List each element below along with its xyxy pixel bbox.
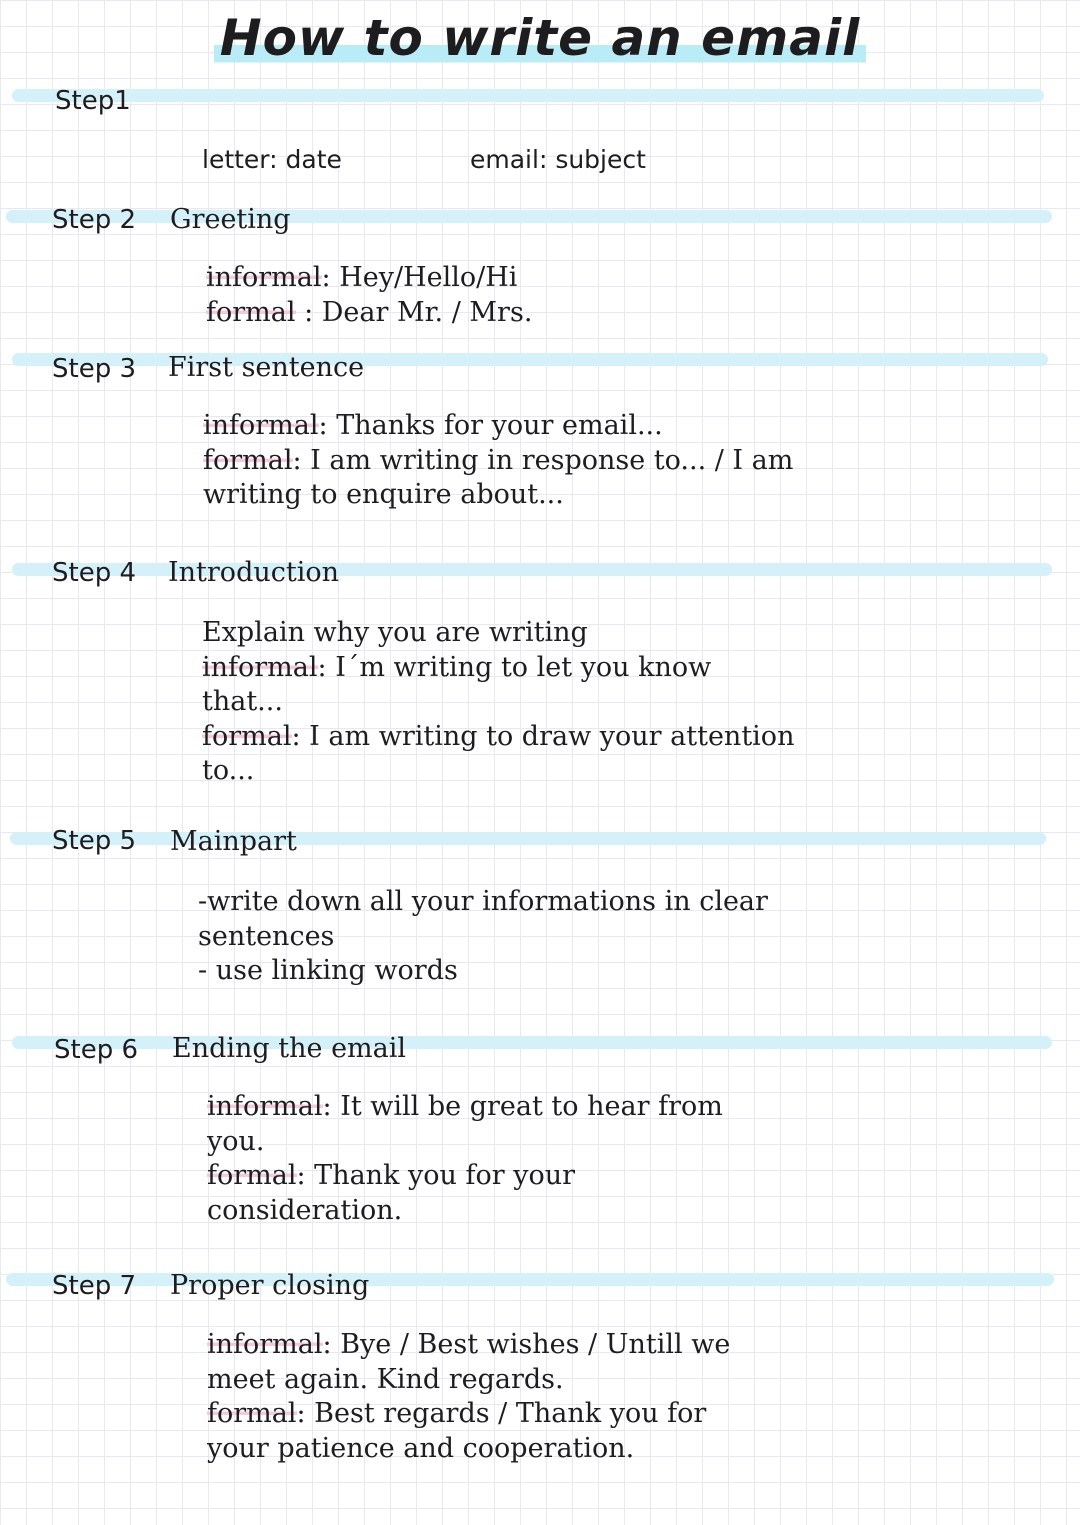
step4-formal-line [202, 720, 794, 755]
step5-highlight [10, 832, 1046, 845]
step5-line1: -write down all your informations in clear [198, 886, 768, 917]
step3-formal-text: : I am writing in response to... / I am [292, 444, 794, 476]
step6-body [207, 1090, 723, 1228]
step7-label: Step 7 [52, 1271, 137, 1301]
informal-label: informal [206, 262, 322, 293]
step4-label: Step 4 [52, 558, 137, 588]
step7-heading: Proper closing [170, 1270, 370, 1301]
formal-label: formal [207, 1160, 297, 1191]
step3-label: Step 3 [52, 354, 137, 384]
formal-label: formal [206, 296, 296, 328]
informal-label: informal [207, 1091, 323, 1122]
step4-informal-line2: that... [202, 686, 283, 717]
step3-informal-text: : Thanks for your email... [318, 410, 663, 441]
informal-label: informal [202, 651, 318, 683]
step3-formal-line [203, 444, 793, 479]
step2-highlight [6, 210, 1052, 223]
step5-line3: - use linking words [198, 955, 458, 986]
step6-informal-line [207, 1090, 723, 1125]
step6-informal-text: : It will be great to hear from [322, 1091, 723, 1122]
step2-heading: Greeting [170, 204, 291, 235]
step6-informal-line2: you. [207, 1125, 265, 1157]
informal-label: informal [203, 410, 319, 441]
formal-label: formal [207, 1398, 297, 1429]
step4-formal-line2: to... [202, 755, 255, 786]
step6-formal-line [207, 1159, 723, 1194]
step4-formal-text: : I am writing to draw your attention [291, 720, 795, 752]
step1-highlight [12, 89, 1044, 102]
formal-label: formal [202, 720, 292, 752]
step3-body [203, 409, 793, 513]
step4-body [202, 616, 794, 789]
step7-formal-text: : Best regards / Thank you for [296, 1398, 707, 1429]
step7-formal-line [207, 1397, 730, 1432]
step6-highlight [12, 1036, 1052, 1049]
step2-informal-line [206, 261, 532, 296]
step7-informal-line2: meet again. Kind regards. [207, 1363, 564, 1395]
step7-informal-line [207, 1328, 730, 1363]
step2-formal-text: : Dear Mr. / Mrs. [295, 296, 533, 328]
step2-informal-text: : Hey/Hello/Hi [321, 262, 518, 293]
step4-informal-text: : I´m writing to let you know [317, 651, 712, 683]
page-title [0, 6, 1080, 70]
step4-informal-line [202, 651, 794, 686]
step5-line2: sentences [198, 920, 335, 952]
step7-body [207, 1328, 730, 1466]
step5-body [198, 885, 768, 989]
step3-heading: First sentence [168, 352, 365, 383]
step5-label: Step 5 [52, 826, 137, 856]
step1-letter: letter: date [202, 145, 342, 174]
step2-body [206, 261, 532, 330]
step6-label: Step 6 [54, 1035, 139, 1065]
step7-highlight [6, 1273, 1054, 1286]
step2-label: Step 2 [52, 205, 137, 235]
informal-label: informal [207, 1329, 323, 1360]
formal-label: formal [203, 444, 293, 476]
step6-formal-text: : Thank you for your [296, 1160, 576, 1191]
step3-informal-line [203, 409, 793, 444]
step5-heading: Mainpart [170, 826, 297, 857]
step2-formal-line [206, 296, 532, 331]
step7-formal-line2: your patience and cooperation. [207, 1432, 635, 1464]
step6-heading: Ending the email [172, 1033, 407, 1064]
step1-email: email: subject [470, 145, 646, 174]
step7-informal-text: : Bye / Best wishes / Untill we [322, 1329, 731, 1360]
step4-explain-line: Explain why you are writing [202, 617, 588, 648]
step6-formal-line2: consideration. [207, 1194, 403, 1226]
step1-label: Step1 [55, 86, 131, 116]
page-title-text: How to write an email [214, 9, 866, 67]
step4-heading: Introduction [168, 557, 339, 588]
step3-formal-line2: writing to enquire about... [203, 479, 564, 510]
